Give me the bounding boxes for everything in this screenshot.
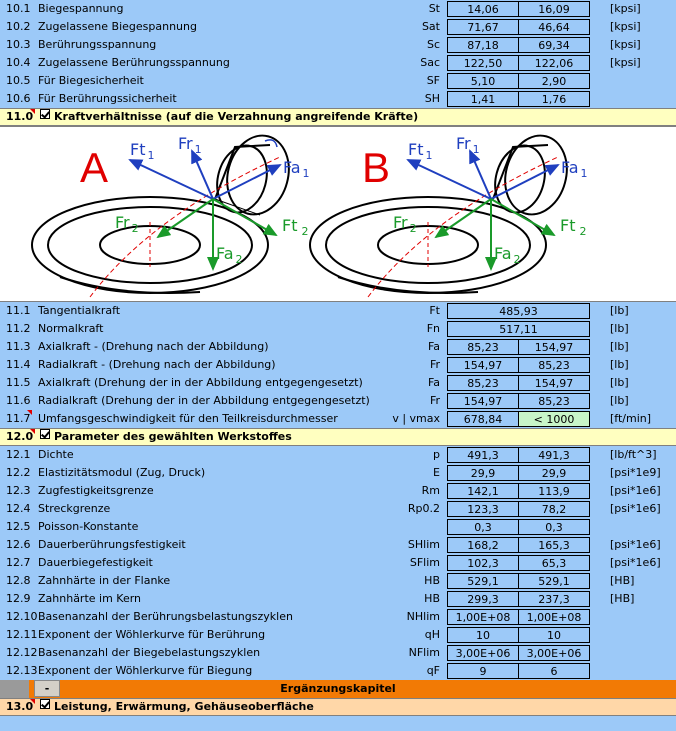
row-label: Streckgrenze (38, 502, 111, 515)
row-symbol: Fa (427, 340, 440, 353)
table-row (0, 626, 676, 644)
table-row (0, 356, 676, 374)
fa1-label: Fa $_1$ (283, 158, 310, 180)
row-number: 11.6 (6, 394, 31, 407)
comment-marker-icon (30, 429, 35, 434)
fr1-label: Fr $_1$ (178, 134, 202, 156)
value-cell-2[interactable]: 6 (518, 663, 590, 679)
value-cell-2[interactable]: 85,23 (518, 357, 590, 373)
value-cell-2[interactable]: 85,23 (518, 393, 590, 409)
value-cell-1[interactable]: 678,84 (447, 411, 519, 427)
table-row (0, 338, 676, 356)
row-label: Dauerberührungsfestigkeit (38, 538, 186, 551)
supplementary-chapter-title: Ergänzungskapitel (280, 682, 396, 695)
row-unit: [kpsi] (610, 2, 641, 15)
gear-diagram-a (32, 129, 310, 297)
row-number: 11.5 (6, 376, 31, 389)
value-cell-2[interactable]: 491,3 (518, 447, 590, 463)
row-symbol: NHlim (406, 610, 440, 623)
value-cell-2[interactable]: 16,09 (518, 1, 590, 17)
value-cell-1[interactable]: 529,1 (447, 573, 519, 589)
value-cell-2[interactable]: 113,9 (518, 483, 590, 499)
ft2-label-b: Ft $_2$ (560, 216, 587, 238)
row-symbol: Sac (420, 56, 440, 69)
row-label: Elastizitätsmodul (Zug, Druck) (38, 466, 206, 479)
table-row (0, 54, 676, 72)
value-cell[interactable]: 485,93 (447, 303, 590, 319)
row-symbol: Fr (429, 358, 440, 371)
value-cell-1[interactable]: 1,00E+08 (447, 609, 519, 625)
comment-marker-icon (30, 699, 35, 704)
value-cell-1[interactable]: 154,97 (447, 357, 519, 373)
force-rows (0, 302, 676, 428)
section-11-checkbox[interactable] (40, 109, 50, 119)
row-symbol: St (428, 2, 440, 15)
value-cell-1[interactable]: 123,3 (447, 501, 519, 517)
section-11-header (0, 108, 676, 126)
fr2-label-b: Fr $_2$ (393, 213, 417, 235)
ft2-label: Ft $_2$ (282, 216, 309, 238)
row-number: 12.12 (6, 646, 38, 659)
table-row (0, 572, 676, 590)
row-symbol: E (433, 466, 440, 479)
row-symbol: SF (426, 74, 440, 87)
table-row (0, 590, 676, 608)
row-unit: [HB] (610, 574, 635, 587)
value-cell-2[interactable]: 237,3 (518, 591, 590, 607)
row-number: 10.4 (6, 56, 31, 69)
row-symbol: qH (424, 628, 440, 641)
value-cell[interactable]: 517,11 (447, 321, 590, 337)
table-row (0, 392, 676, 410)
row-number: 10.1 (6, 2, 31, 15)
value-cell-2[interactable]: 0,3 (518, 519, 590, 535)
table-row (0, 500, 676, 518)
row-number: 12.3 (6, 484, 31, 497)
row-label: Exponent der Wöhlerkurve für Berührung (38, 628, 266, 641)
row-number: 12.11 (6, 628, 38, 641)
row-number: 12.7 (6, 556, 31, 569)
value-cell-2[interactable]: 69,34 (518, 37, 590, 53)
row-unit: [lb] (610, 358, 629, 371)
value-cell-2[interactable]: 165,3 (518, 537, 590, 553)
value-cell-1[interactable]: 142,1 (447, 483, 519, 499)
section-13-checkbox[interactable] (40, 699, 50, 709)
row-number: 11.4 (6, 358, 31, 371)
table-row (0, 374, 676, 392)
row-unit: [psi*1e9] (610, 466, 661, 479)
row-number: 12.8 (6, 574, 31, 587)
row-label: Berührungsspannung (38, 38, 157, 51)
row-symbol: Rm (421, 484, 440, 497)
row-label: Basenanzahl der Berührungsbelastungszyklen (38, 610, 293, 623)
section-12-checkbox[interactable] (40, 429, 50, 439)
fr2-label: Fr $_2$ (115, 213, 139, 235)
section-number: 12.0 (6, 430, 34, 443)
row-unit: [HB] (610, 592, 635, 605)
value-cell-2[interactable]: 46,64 (518, 19, 590, 35)
value-cell-1[interactable]: 71,67 (447, 19, 519, 35)
value-cell-1[interactable]: 491,3 (447, 447, 519, 463)
table-row (0, 608, 676, 626)
table-row (0, 482, 676, 500)
row-number: 12.13 (6, 664, 38, 677)
value-cell-1[interactable]: 168,2 (447, 537, 519, 553)
section-title: Leistung, Erwärmung, Gehäuseoberfläche (54, 700, 314, 713)
row-symbol: Fn (426, 322, 440, 335)
row-unit: [lb] (610, 304, 629, 317)
comment-marker-icon (30, 109, 35, 114)
row-number: 10.6 (6, 92, 31, 105)
value-cell-2[interactable]: 78,2 (518, 501, 590, 517)
row-label: Zugelassene Biegespannung (38, 20, 197, 33)
row-label: Zugelassene Berührungsspannung (38, 56, 230, 69)
table-row (0, 464, 676, 482)
label-a: A (80, 144, 109, 191)
row-number: 10.2 (6, 20, 31, 33)
row-number: 11.1 (6, 304, 31, 317)
table-row (0, 518, 676, 536)
row-label: Axialkraft (Drehung der in der Abbildung entgegengesetzt) (38, 376, 363, 389)
row-number: 12.5 (6, 520, 31, 533)
row-symbol: SH (424, 92, 440, 105)
section-title: Parameter des gewählten Werkstoffes (54, 430, 292, 443)
row-number: 11.2 (6, 322, 31, 335)
row-unit: [kpsi] (610, 38, 641, 51)
row-symbol: HB (424, 592, 440, 605)
row-symbol: Fa (427, 376, 440, 389)
row-unit: [psi*1e6] (610, 484, 661, 497)
section-title: Kraftverhältnisse (auf die Verzahnung angreifende Kräfte) (54, 110, 419, 123)
ft1-label-b: Ft $_1$ (408, 140, 433, 162)
row-unit: [ft/min] (610, 412, 652, 425)
value-cell-2[interactable]: 1,00E+08 (518, 609, 590, 625)
value-cell-1[interactable]: 102,3 (447, 555, 519, 571)
table-row (0, 36, 676, 54)
row-number: 12.9 (6, 592, 31, 605)
stress-rows (0, 0, 676, 108)
table-row (0, 302, 676, 320)
row-label: Basenanzahl der Biegebelastungszyklen (38, 646, 261, 659)
value-cell-2[interactable]: 154,97 (518, 375, 590, 391)
value-cell-1[interactable]: 1,41 (447, 91, 519, 107)
row-unit: [lb] (610, 376, 629, 389)
row-number: 12.1 (6, 448, 31, 461)
value-cell-1[interactable]: 154,97 (447, 393, 519, 409)
table-row (0, 536, 676, 554)
fr1-label-b: Fr $_1$ (456, 134, 480, 156)
row-number: 12.6 (6, 538, 31, 551)
table-row (0, 644, 676, 662)
row-symbol: Sat (421, 20, 440, 33)
label-b: B (362, 144, 391, 191)
value-cell-1[interactable]: 9 (447, 663, 519, 679)
row-label: Für Berührungssicherheit (38, 92, 177, 105)
value-cell-1[interactable]: 0,3 (447, 519, 519, 535)
row-symbol: p (433, 448, 440, 461)
section-number: 13.0 (6, 700, 34, 713)
collapse-button[interactable]: - (34, 680, 60, 697)
value-cell-1[interactable]: 299,3 (447, 591, 519, 607)
row-label: Dauerbiegefestigkeit (38, 556, 153, 569)
section-12-header (0, 428, 676, 446)
row-label: Radialkraft (Drehung der in der Abbildung entgegengesetzt) (38, 394, 370, 407)
value-cell-2[interactable]: 2,90 (518, 73, 590, 89)
value-cell-1[interactable]: 85,23 (447, 339, 519, 355)
ft1-label: Ft $_1$ (130, 140, 155, 162)
row-symbol: Fr (429, 394, 440, 407)
value-cell-2[interactable]: 3,00E+06 (518, 645, 590, 661)
row-unit: [lb/ft^3] (610, 448, 657, 461)
row-symbol: qF (426, 664, 440, 677)
row-unit: [psi*1e6] (610, 556, 661, 569)
supplementary-chapter-bar (0, 680, 676, 698)
row-label: Zahnhärte in der Flanke (38, 574, 171, 587)
table-row (0, 72, 676, 90)
row-number: 12.2 (6, 466, 31, 479)
row-label: Radialkraft - (Drehung nach der Abbildung) (38, 358, 276, 371)
row-label: Umfangsgeschwindigkeit für den Teilkreisdurchmesser (38, 412, 338, 425)
value-cell-1[interactable]: 3,00E+06 (447, 645, 519, 661)
row-unit: [psi*1e6] (610, 502, 661, 515)
row-symbol: HB (424, 574, 440, 587)
row-label: Für Biegesicherheit (38, 74, 144, 87)
table-row (0, 554, 676, 572)
material-rows (0, 446, 676, 680)
value-cell-2[interactable]: 1,76 (518, 91, 590, 107)
fa1-label-b: Fa $_1$ (561, 158, 588, 180)
table-row (0, 18, 676, 36)
value-cell-1[interactable]: 5,10 (447, 73, 519, 89)
value-cell-2[interactable]: 65,3 (518, 555, 590, 571)
row-label: Axialkraft - (Drehung nach der Abbildung) (38, 340, 269, 353)
row-unit: [kpsi] (610, 20, 641, 33)
row-unit: [kpsi] (610, 56, 641, 69)
row-label: Poisson-Konstante (38, 520, 139, 533)
row-symbol: NFlim (408, 646, 440, 659)
group-handle[interactable] (0, 680, 29, 698)
row-label: Dichte (38, 448, 74, 461)
row-label: Normalkraft (38, 322, 104, 335)
row-symbol: Ft (429, 304, 440, 317)
row-number: 11.3 (6, 340, 31, 353)
value-cell-2[interactable]: 529,1 (518, 573, 590, 589)
value-cell-1[interactable]: 85,23 (447, 375, 519, 391)
section-13-header (0, 698, 676, 716)
fa2-label: Fa $_2$ (216, 244, 243, 266)
table-row (0, 446, 676, 464)
row-unit: [psi*1e6] (610, 538, 661, 551)
section-number: 11.0 (6, 110, 34, 123)
value-cell-1[interactable]: 87,18 (447, 37, 519, 53)
value-cell-1[interactable]: 10 (447, 627, 519, 643)
value-cell-2[interactable]: 10 (518, 627, 590, 643)
value-cell-2[interactable]: 29,9 (518, 465, 590, 481)
table-row (0, 320, 676, 338)
value-cell-1[interactable]: 14,06 (447, 1, 519, 17)
gear-force-svg (0, 127, 676, 301)
bevel-gear-force-diagram (0, 126, 676, 302)
row-unit: [lb] (610, 394, 629, 407)
row-unit: [lb] (610, 340, 629, 353)
fa2-label-b: Fa $_2$ (494, 244, 521, 266)
row-unit: [lb] (610, 322, 629, 335)
value-cell-2[interactable]: 154,97 (518, 339, 590, 355)
row-number: 12.4 (6, 502, 31, 515)
table-row (0, 410, 676, 428)
row-symbol: v | vmax (392, 412, 440, 425)
row-symbol: Sc (426, 38, 440, 51)
row-number: 12.10 (6, 610, 38, 623)
value-cell-2[interactable]: < 1000 (518, 411, 590, 427)
row-symbol: SHlim (407, 538, 440, 551)
table-row (0, 90, 676, 108)
row-label: Zugfestigkeitsgrenze (38, 484, 154, 497)
value-cell-2[interactable]: 122,06 (518, 55, 590, 71)
table-row (0, 662, 676, 680)
value-cell-1[interactable]: 29,9 (447, 465, 519, 481)
value-cell-1[interactable]: 122,50 (447, 55, 519, 71)
row-label: Biegespannung (38, 2, 124, 15)
row-number: 10.5 (6, 74, 31, 87)
row-label: Zahnhärte im Kern (38, 592, 142, 605)
row-label: Exponent der Wöhlerkurve für Biegung (38, 664, 253, 677)
row-symbol: Rp0.2 (407, 502, 440, 515)
row-number: 10.3 (6, 38, 31, 51)
gear-diagram-b (310, 129, 588, 297)
row-label: Tangentialkraft (38, 304, 121, 317)
row-number: 11.7 (6, 412, 31, 425)
row-symbol: SFlim (409, 556, 440, 569)
table-row (0, 0, 676, 18)
